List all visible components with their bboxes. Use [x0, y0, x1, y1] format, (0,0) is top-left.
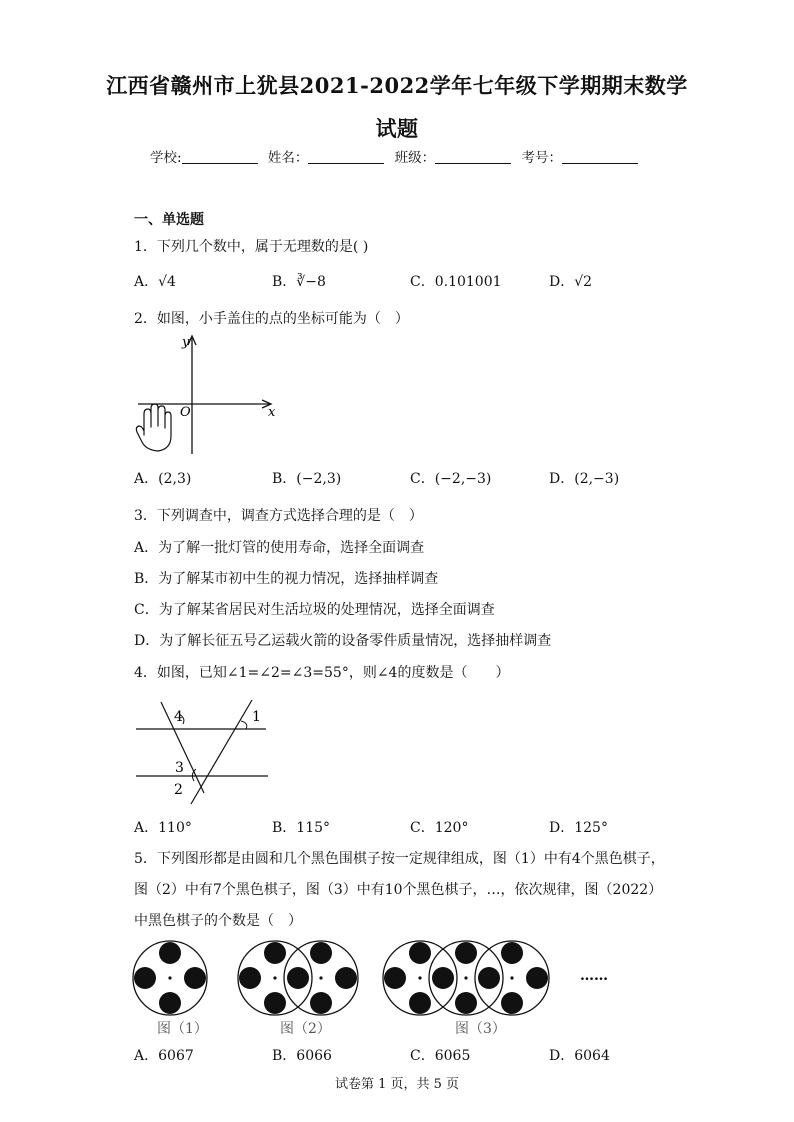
black-go-stone — [310, 992, 332, 1014]
exam-no-label: 考号： — [521, 150, 562, 166]
pattern-circles — [133, 941, 549, 1015]
pattern-ellipsis: …… — [580, 968, 608, 984]
black-go-stone — [526, 967, 548, 989]
q5-option-c-text: 6065 — [434, 1048, 471, 1064]
circle-center-dot — [319, 976, 322, 979]
q4-option-c-letter: C． — [410, 820, 435, 836]
q2-option-c — [410, 468, 491, 488]
black-go-stone — [501, 992, 523, 1014]
angle-1-arc — [241, 721, 247, 729]
q3-option-c: C．为了解某省居民对生活垃圾的处理情况，选择全面调查 — [134, 602, 495, 618]
black-go-stone — [409, 992, 431, 1014]
angle-1-label: 1 — [252, 709, 261, 725]
q2-option-d — [549, 468, 619, 488]
q4-option-b-text: 115° — [296, 820, 331, 836]
figure-1-label: 图（1） — [157, 1021, 208, 1037]
q2-option-b-text: (−2,3) — [296, 471, 342, 487]
q2-option-a-text: (2,3) — [158, 471, 192, 487]
q3-option-b: B．为了解某市初中生的视力情况，选择抽样调查 — [134, 571, 439, 587]
q5-option-a — [134, 1045, 194, 1065]
q2-option-b — [272, 468, 341, 488]
q2-option-d-letter: D． — [549, 471, 575, 487]
student-info-line — [0, 146, 794, 166]
q4-option-a — [134, 817, 192, 837]
q1-stem: 1．下列几个数中，属于无理数的是( ) — [134, 239, 369, 255]
black-go-stone — [478, 967, 500, 989]
q4-option-c-text: 120° — [434, 820, 469, 836]
y-axis-label: y — [182, 335, 190, 350]
q1-option-a — [134, 271, 176, 291]
black-go-stone — [455, 942, 477, 964]
q4-option-d-letter: D． — [549, 820, 575, 836]
class-blank — [435, 149, 511, 164]
q5-option-c-letter: C． — [410, 1048, 435, 1064]
q1-option-b-letter: B． — [272, 274, 297, 290]
q4-option-d — [549, 817, 608, 837]
black-go-stone — [159, 992, 181, 1014]
black-go-stone — [455, 992, 477, 1014]
q2-option-c-text: (−2,−3) — [434, 471, 492, 487]
q1-option-d-letter: D． — [549, 274, 575, 290]
q1-option-c-letter: C． — [410, 274, 435, 290]
q3-stem: 3．下列调查中，调查方式选择合理的是（ ） — [134, 508, 423, 524]
circle-center-dot — [510, 976, 513, 979]
q2-option-d-text: (2,−3) — [574, 471, 620, 487]
circle-center-dot — [418, 976, 421, 979]
figure-3-label: 图（3） — [455, 1021, 506, 1037]
q5-option-c — [410, 1045, 470, 1065]
q4-angle-figure — [134, 696, 274, 806]
q4-option-a-letter: A． — [134, 820, 159, 836]
q2-coordinate-figure — [134, 330, 284, 456]
name-blank — [308, 149, 384, 164]
black-go-stone — [501, 942, 523, 964]
origin-label: O — [180, 405, 191, 420]
black-go-stone — [310, 942, 332, 964]
figure-2-label: 图（2） — [280, 1021, 331, 1037]
black-go-stone — [287, 967, 309, 989]
q4-option-b-letter: B． — [272, 820, 297, 836]
q2-option-a-letter: A． — [134, 471, 159, 487]
q1-option-c — [410, 271, 502, 291]
circle-center-dot — [464, 976, 467, 979]
q4-option-d-text: 125° — [574, 820, 608, 836]
q1-option-d — [549, 271, 592, 291]
class-label: 班级： — [394, 150, 436, 166]
circle-center-dot — [273, 976, 276, 979]
q5-option-a-text: 6067 — [158, 1048, 194, 1064]
black-go-stone — [335, 967, 357, 989]
q1-option-a-letter: A． — [134, 274, 159, 290]
angle-2-label: 2 — [174, 782, 183, 798]
name-label: 姓名： — [267, 150, 309, 166]
q4-option-a-text: 110° — [158, 820, 192, 836]
q4-option-c — [410, 817, 468, 837]
q2-stem: 2．如图，小手盖住的点的坐标可能为（ ） — [134, 311, 409, 327]
q1-option-d-text: √2 — [574, 274, 593, 290]
exam-title-line1: 江西省赣州市上犹县2021-2022学年七年级下学期期末数学 — [106, 73, 688, 98]
black-go-stone — [264, 942, 286, 964]
q2-option-b-letter: B． — [272, 471, 297, 487]
q5-option-d-letter: D． — [549, 1048, 575, 1064]
black-go-stone — [384, 967, 406, 989]
x-axis-label: x — [268, 405, 276, 420]
q5-pattern-figure — [130, 940, 630, 1040]
q1-option-b-text: ∛−8 — [296, 274, 326, 290]
angle-3-label: 3 — [175, 760, 184, 776]
school-blank — [182, 149, 258, 164]
q5-option-d-text: 6064 — [574, 1048, 610, 1064]
circle-center-dot — [168, 976, 171, 979]
black-go-stone — [134, 967, 156, 989]
q5-stem-line3: 中黑色棋子的个数是（ ） — [134, 913, 302, 929]
page-footer: 试卷第 1 页，共 5 页 — [334, 1077, 460, 1092]
q2-option-a — [134, 468, 191, 488]
q1-option-c-text: 0.101001 — [434, 274, 502, 290]
black-go-stone — [159, 942, 181, 964]
section-title: 一、单选题 — [134, 212, 204, 228]
black-go-stone — [184, 967, 206, 989]
black-go-stone — [239, 967, 261, 989]
q3-option-d: D．为了解长征五号乙运载火箭的设备零件质量情况，选择抽样调查 — [134, 633, 552, 649]
angle-4-label: 4 — [174, 709, 183, 725]
exam-no-blank — [562, 149, 638, 164]
transversal-right — [191, 700, 252, 804]
q5-stem-line2: 图（2）中有7个黑色棋子，图（3）中有10个黑色棋子，…，依次规律，图（2022） — [134, 882, 663, 898]
black-go-stone — [409, 942, 431, 964]
q4-stem: 4．如图，已知∠1=∠2=∠3=55°，则∠4的度数是（ ） — [134, 665, 510, 681]
hand-icon — [136, 404, 171, 451]
q5-option-a-letter: A． — [134, 1048, 159, 1064]
black-go-stone — [432, 967, 454, 989]
school-label: 学校: — [150, 150, 182, 166]
q5-stem-line1: 5．下列图形都是由圆和几个黑色围棋子按一定规律组成，图（1）中有4个黑色棋子， — [134, 851, 665, 867]
q4-option-b — [272, 817, 330, 837]
q5-option-b — [272, 1045, 332, 1065]
q1-option-a-text: √4 — [158, 274, 176, 290]
black-go-stone — [264, 992, 286, 1014]
q3-option-a: A．为了解一批灯管的使用寿命，选择全面调查 — [134, 540, 425, 556]
q1-option-b — [272, 271, 326, 291]
q5-option-b-letter: B． — [272, 1048, 297, 1064]
exam-title-line2: 试题 — [375, 116, 419, 141]
q5-option-b-text: 6066 — [296, 1048, 332, 1064]
q2-option-c-letter: C． — [410, 471, 435, 487]
q5-option-d — [549, 1045, 610, 1065]
